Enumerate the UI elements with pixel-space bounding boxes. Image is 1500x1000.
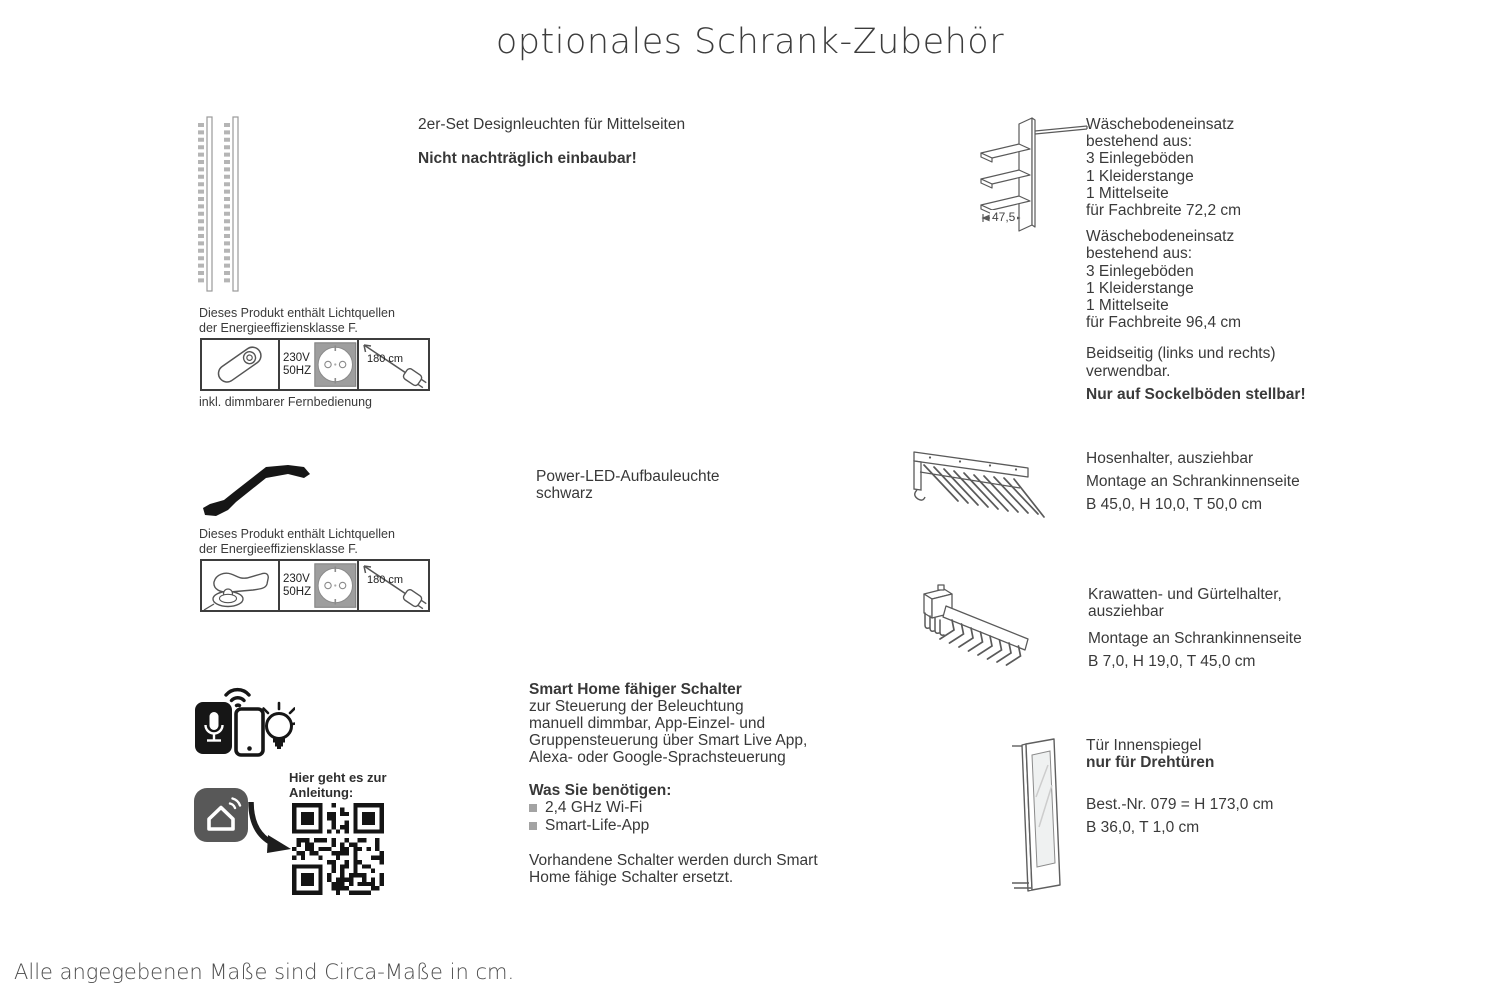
voice-assistant-phone-bulb-icons bbox=[193, 682, 295, 760]
shelf-insert-illustration bbox=[975, 115, 1090, 250]
text-line: verwendbar. bbox=[1086, 362, 1171, 380]
text-line: ausziehbar bbox=[1088, 603, 1164, 621]
text-line: Smart-Life-App bbox=[545, 817, 650, 834]
footer-note: Alle angegebenen Maße sind Circa-Maße in cm. bbox=[14, 960, 515, 984]
text-line: Wäschebodeneinsatz bbox=[1086, 116, 1235, 133]
text-line: 1 Kleiderstange bbox=[1086, 167, 1194, 185]
text-line: Alexa- oder Google-Sprachsteuerung bbox=[529, 749, 786, 766]
hosenhalter-mounting: Montage an Schrankinnenseite bbox=[1086, 473, 1300, 490]
text-line: 2,4 GHz Wi-Fi bbox=[545, 799, 643, 816]
smart-life-app-icon bbox=[194, 788, 248, 842]
qr-code bbox=[292, 803, 384, 895]
text-line: Krawatten- und Gürtelhalter, bbox=[1088, 586, 1282, 603]
smart-home-heading: Smart Home fähiger Schalter bbox=[529, 681, 742, 698]
text-line: Wäschebodeneinsatz bbox=[1086, 228, 1235, 246]
remote-control-icon bbox=[202, 340, 278, 389]
krawattenhalter-dimensions: B 7,0, H 19,0, T 45,0 cm bbox=[1088, 653, 1256, 671]
power-plug-icon bbox=[357, 561, 428, 610]
wifi-icon bbox=[226, 690, 249, 706]
text-line: 1 Mittelseite bbox=[1086, 297, 1169, 315]
hosenhalter-text bbox=[1086, 447, 1300, 516]
energy-note-design-lights bbox=[199, 306, 395, 335]
text-line: 1 Kleiderstange bbox=[1086, 279, 1194, 297]
text-line: Vorhandene Schalter werden durch Smart bbox=[529, 852, 818, 869]
text-line: für Fachbreite 96,4 cm bbox=[1086, 314, 1242, 332]
qr-instruction-label bbox=[289, 770, 387, 800]
requirement-item bbox=[529, 799, 869, 817]
door-mirror-illustration bbox=[1012, 735, 1074, 897]
hosenhalter-dimensions: B 45,0, H 10,0, T 50,0 cm bbox=[1086, 496, 1263, 513]
waescheboden-restriction: Nur auf Sockelböden stellbar! bbox=[1086, 385, 1306, 403]
krawattenhalter-text bbox=[1088, 586, 1302, 673]
foot-switch-icon bbox=[202, 561, 278, 610]
shelf-width-dimension: 47,5 bbox=[992, 210, 1016, 224]
power-led-title bbox=[536, 468, 720, 502]
power-socket-icon bbox=[278, 340, 357, 389]
text-line: bestehend aus: bbox=[1086, 133, 1193, 151]
waescheboden-text bbox=[1086, 116, 1306, 403]
voltage-label: 230V bbox=[283, 572, 310, 585]
cable-length-label: 180 cm bbox=[367, 574, 404, 586]
bullet-square bbox=[529, 804, 537, 812]
spiegel-order-info: Best.-Nr. 079 = H 173,0 cm bbox=[1086, 796, 1274, 814]
text-line: zur Steuerung der Beleuchtung bbox=[529, 698, 744, 715]
krawattenhalter-mounting: Montage an Schrankinnenseite bbox=[1088, 630, 1302, 648]
text-line: Hier geht es zur bbox=[289, 770, 387, 785]
frequency-label: 50HZ bbox=[283, 585, 312, 598]
spiegel-text bbox=[1086, 737, 1273, 839]
text-line: der Energieeffiziensklasse F. bbox=[199, 320, 358, 335]
light-bulb-icon bbox=[264, 703, 296, 749]
text-line: 3 Einlegeböden bbox=[1086, 150, 1194, 168]
tie-belt-rack-illustration bbox=[910, 582, 1038, 682]
text-line: Power-LED-Aufbauleuchte bbox=[536, 468, 720, 485]
spiegel-dimensions: B 36,0, T 1,0 cm bbox=[1086, 819, 1200, 837]
spiegel-subtitle: nur für Drehtüren bbox=[1086, 754, 1215, 772]
text-line: für Fachbreite 72,2 cm bbox=[1086, 202, 1242, 220]
power-plug-icon bbox=[357, 340, 428, 389]
text-line: Home fähige Schalter ersetzt. bbox=[529, 869, 734, 886]
text-line: Anleitung: bbox=[289, 785, 354, 800]
text-line: Gruppensteuerung über Smart Live App, bbox=[529, 732, 808, 749]
spec-table-power-led bbox=[200, 559, 430, 612]
frequency-label: 50HZ bbox=[283, 364, 312, 377]
curved-arrow-icon bbox=[243, 798, 297, 858]
power-socket-icon bbox=[278, 561, 357, 610]
remote-note: inkl. dimmbarer Fernbedienung bbox=[199, 395, 373, 409]
design-lights-title: 2er-Set Designleuchten für Mittelseiten bbox=[418, 116, 686, 133]
text-line: schwarz bbox=[536, 485, 593, 502]
led-strips-illustration bbox=[193, 113, 245, 295]
requirements-heading: Was Sie benötigen: bbox=[529, 782, 672, 799]
text-line: manuell dimmbar, App-Einzel- und bbox=[529, 715, 766, 732]
voltage-label: 230V bbox=[283, 351, 310, 364]
energy-note-power-led bbox=[199, 527, 395, 556]
trouser-rack-illustration bbox=[908, 444, 1048, 546]
spiegel-title: Tür Innenspiegel bbox=[1086, 737, 1202, 754]
text-line: Dieses Produkt enthält Lichtquellen bbox=[199, 527, 395, 541]
design-lights-warning: Nicht nachträglich einbaubar! bbox=[418, 150, 637, 167]
smart-home-text bbox=[529, 681, 869, 886]
text-line: 3 Einlegeböden bbox=[1086, 262, 1194, 280]
bullet-square bbox=[529, 822, 537, 830]
text-line: Beidseitig (links und rechts) bbox=[1086, 345, 1276, 363]
text-line: 1 Mittelseite bbox=[1086, 184, 1169, 202]
page-title: optionales Schrank-Zubehör bbox=[495, 22, 1005, 62]
spec-table-design-lights bbox=[200, 338, 430, 391]
cable-length-label: 180 cm bbox=[367, 353, 404, 365]
led-spotlight-illustration bbox=[200, 458, 315, 520]
text-line: bestehend aus: bbox=[1086, 245, 1193, 263]
text-line: Dieses Produkt enthält Lichtquellen bbox=[199, 306, 395, 320]
text-line: der Energieeffiziensklasse F. bbox=[199, 541, 358, 556]
hosenhalter-title: Hosenhalter, ausziehbar bbox=[1086, 450, 1254, 467]
requirement-item bbox=[529, 817, 869, 835]
